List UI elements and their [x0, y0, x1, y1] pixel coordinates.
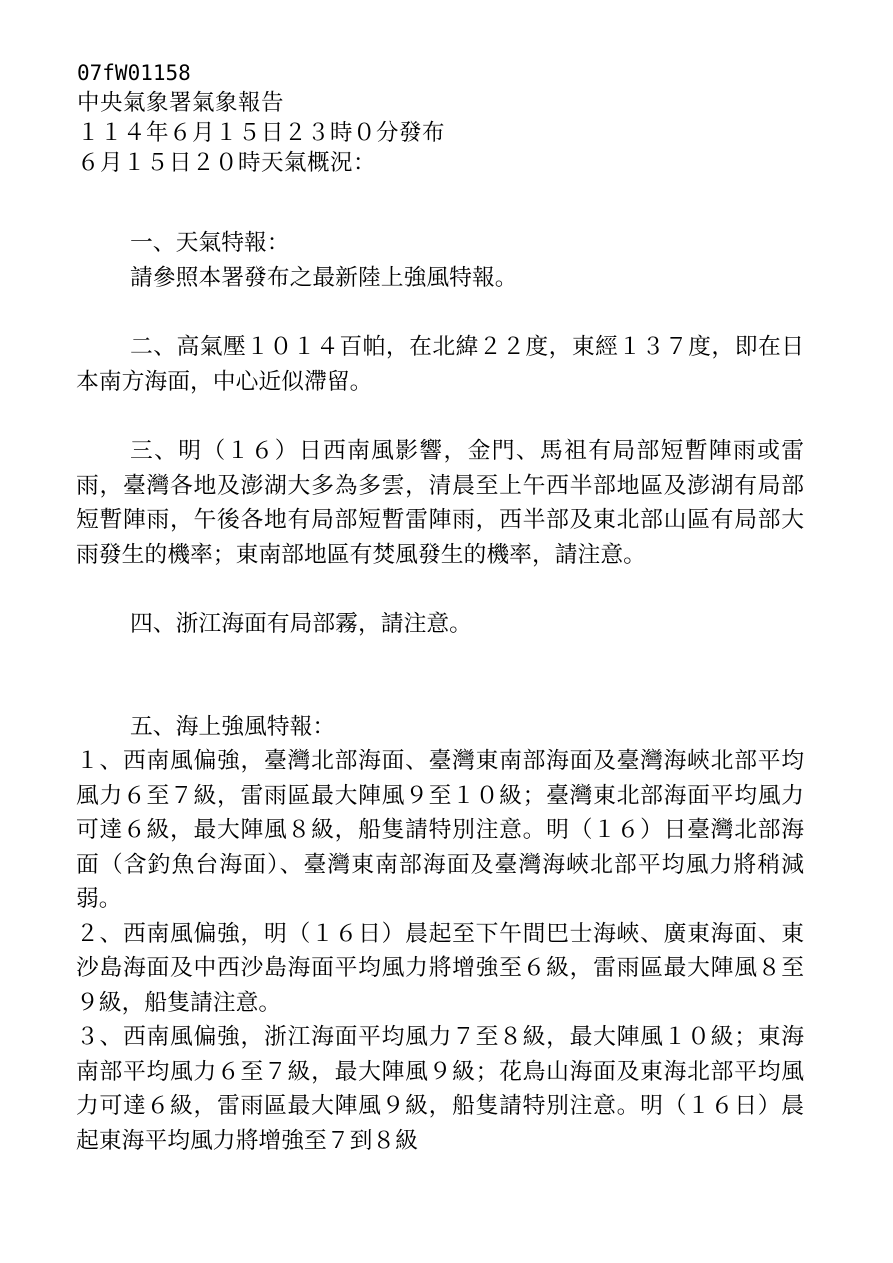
overview-heading: ６月１５日２０時天氣概況：	[77, 150, 377, 176]
section-1-heading: 一、天氣特報：	[130, 230, 290, 256]
marine-warning-item-2: ２、西南風偏強，明（１６日）晨起至下午間巴士海峽、廣東海面、東沙島海面及中西沙島海面平均風力將增強至６級，雷雨區最大陣風８至９級，船隻請注意。	[76, 920, 804, 1016]
marine-warning-item-1: １、西南風偏強，臺灣北部海面、臺灣東南部海面及臺灣海峽北部平均風力６至７級，雷雨區最大陣風９至１０級；臺灣東北部海面平均風力可達６級，最大陣風８級，船隻請特別注意。明（１６）日臺灣北部海面（含釣魚台海面）、臺灣東南部海面及臺灣海峽北部平均風力將稍減弱。	[76, 748, 804, 912]
document-id: 07fW01158	[77, 61, 191, 85]
report-title: 中央氣象署氣象報告	[77, 90, 285, 116]
paragraph-gap	[76, 295, 804, 330]
paragraph-gap	[76, 572, 804, 607]
paragraph-gap	[76, 399, 804, 434]
marine-warning-item-3: ３、西南風偏強，浙江海面平均風力７至８級，最大陣風１０級；東海南部平均風力６至７級，最大陣風９級；花鳥山海面及東海北部平均風力可達６級，雷雨區最大陣風９級，船隻請特別注意。明（１６日）晨起東海平均風力將增強至７到８級	[76, 1024, 804, 1154]
section-2-text: 二、高氣壓１０１４百帕，在北緯２２度，東經１３７度，即在日本南方海面，中心近似滯留。	[76, 334, 804, 395]
section-4-text: 四、浙江海面有局部霧，請注意。	[130, 611, 472, 637]
report-body	[76, 226, 804, 1158]
issued-time: １１４年６月１５日２３時０分發布	[77, 120, 446, 146]
section-1-text: 請參照本署發布之最新陸上強風特報。	[130, 264, 518, 291]
section-5-heading: 五、海上強風特報：	[130, 713, 336, 740]
paragraph-gap	[76, 642, 804, 710]
section-3-text: 三、明（１６）日西南風影響，金門、馬祖有局部短暫陣雨或雷雨，臺灣各地及澎湖大多為多雲，清晨至上午西半部地區及澎湖有局部短暫陣雨，午後各地有局部短暫雷陣雨，西半部及東北部山區有局部大雨發生的機率；東南部地區有焚風發生的機率，請注意。	[76, 438, 804, 568]
report-header	[77, 58, 837, 178]
